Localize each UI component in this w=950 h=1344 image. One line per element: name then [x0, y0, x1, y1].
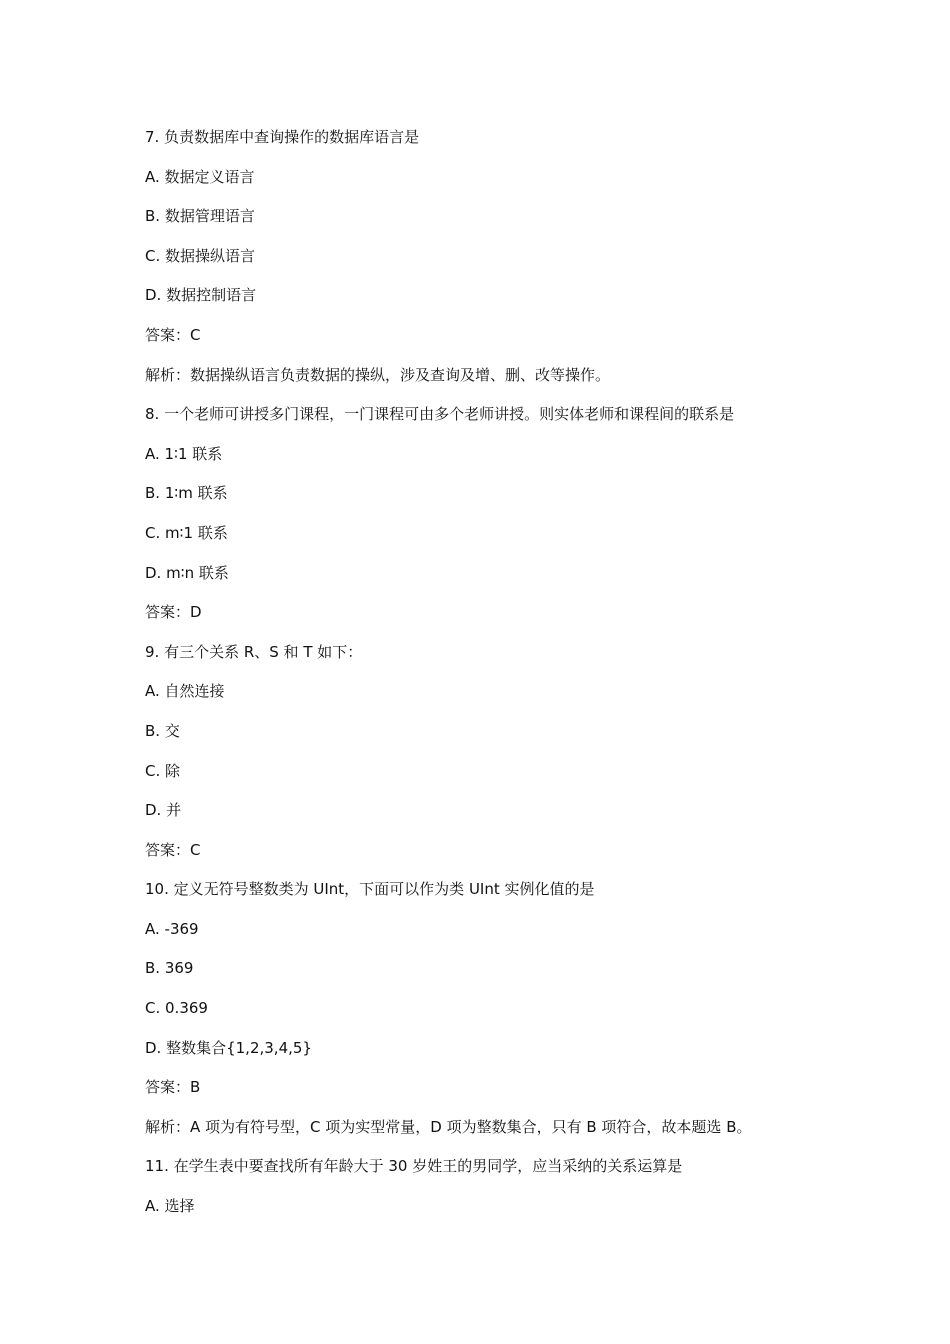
question-7-option-d: D. 数据控制语言: [145, 286, 257, 305]
question-11-option-a: A. 选择: [145, 1197, 195, 1216]
question-8-option-a: A. 1∶1 联系: [145, 444, 223, 463]
question-8-option-c: C. m∶1 联系: [145, 523, 228, 542]
question-9-option-c: C. 除: [145, 761, 181, 780]
question-9-option-d: D. 并: [145, 801, 182, 820]
question-7-option-c: C. 数据操纵语言: [145, 246, 256, 265]
question-7-option-b: B. 数据管理语言: [145, 207, 255, 226]
question-8-option-d: D. m∶n 联系: [145, 563, 229, 582]
question-9-option-b: B. 交: [145, 721, 180, 740]
document-body: [145, 125, 845, 1234]
question-7-explanation: 解析：数据操纵语言负责数据的操纵，涉及查询及增、删、改等操作。: [145, 365, 611, 384]
question-10-option-c: C. 0.369: [145, 999, 208, 1018]
question-9-answer: 答案：C: [145, 840, 201, 859]
question-8-stem: 8. 一个老师可讲授多门课程，一门课程可由多个老师讲授。则实体老师和课程间的联系是: [145, 405, 735, 424]
question-9-stem: 9. 有三个关系 R、S 和 T 如下：: [145, 642, 363, 661]
question-10-explanation: 解析：A 项为有符号型，C 项为实型常量，D 项为整数集合，只有 B 项符合，故本题选 B。: [145, 1117, 752, 1136]
question-8-answer: 答案：D: [145, 603, 202, 622]
question-10-answer: 答案：B: [145, 1078, 201, 1097]
question-11-stem: 11. 在学生表中要查找所有年龄大于 30 岁姓王的男同学，应当采纳的关系运算是: [145, 1157, 683, 1176]
question-9-option-a: A. 自然连接: [145, 682, 225, 701]
question-10-option-d: D. 整数集合{1,2,3,4,5}: [145, 1038, 312, 1057]
question-10-option-a: A. -369: [145, 919, 199, 938]
question-10-option-b: B. 369: [145, 959, 194, 978]
question-10-stem: 10. 定义无符号整数类为 UInt，下面可以作为类 UInt 实例化值的是: [145, 880, 595, 899]
question-7-option-a: A. 数据定义语言: [145, 167, 255, 186]
question-7-stem: 7. 负责数据库中查询操作的数据库语言是: [145, 128, 420, 146]
question-7-answer: 答案：C: [145, 325, 201, 344]
question-8-option-b: B. 1∶m 联系: [145, 484, 228, 503]
